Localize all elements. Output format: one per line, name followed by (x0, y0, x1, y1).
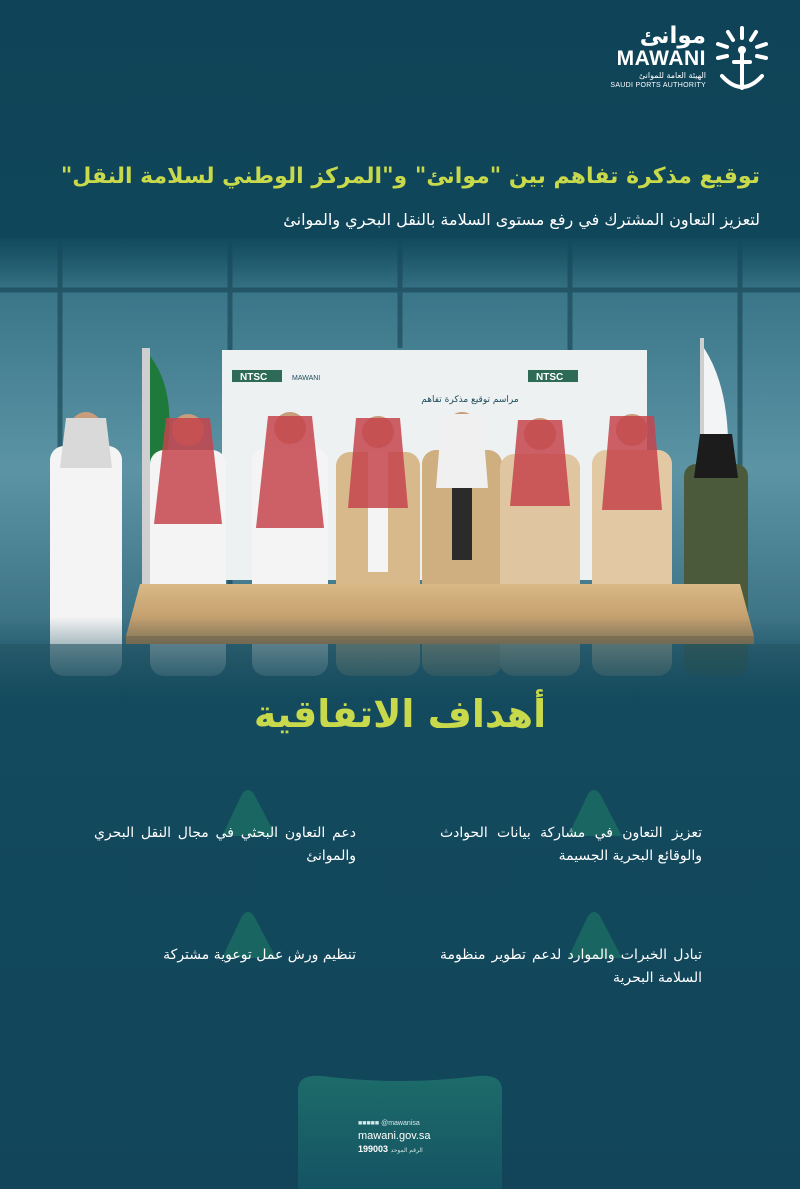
goal-text-3: تبادل الخبرات والموارد لدعم تطوير منظومة السلامة البحرية (440, 947, 702, 986)
goal-item-2 (94, 822, 356, 868)
goal-text-1: تعزيز التعاون في مشاركة بيانات الحوادث والوقائع البحرية الجسيمة (440, 825, 702, 864)
anchor-sun-icon (712, 22, 772, 96)
phone-label: الرقم الموحد (390, 1148, 423, 1154)
phone-number[interactable]: 199003 الرقم الموحد (358, 1144, 423, 1154)
website-link[interactable]: mawani.gov.sa (358, 1130, 431, 1142)
logo-name-en: MAWANI (616, 47, 706, 70)
social-handle[interactable]: ■■■■■ @mawanisa (358, 1120, 420, 1127)
footer-contact (292, 1072, 508, 1189)
logo-authority-en: SAUDI PORTS AUTHORITY (610, 82, 706, 89)
headline: توقيع مذكرة تفاهم بين "موانئ" و"المركز الوطني لسلامة النقل" (60, 164, 760, 189)
goal-item-1 (440, 822, 702, 868)
goal-text-2: دعم التعاون البحثي في مجال النقل البحري والموانئ (94, 825, 356, 864)
goal-text-4: تنظيم ورش عمل توعوية مشتركة (163, 947, 356, 963)
logo-authority-ar: الهيئة العامة للموانئ (638, 71, 706, 80)
goal-item-3 (440, 944, 702, 990)
goals-title: أهداف الاتفاقية (253, 692, 547, 736)
mawani-logo (602, 22, 772, 102)
subheadline: لتعزيز التعاون المشترك في رفع مستوى السلامة بالنقل البحري والموانئ (283, 210, 760, 229)
goal-item-4 (94, 944, 356, 967)
social-icons: ■■■■■ (358, 1120, 382, 1127)
ceremony-photo (0, 238, 800, 700)
logo-name-ar: موانئ (639, 23, 706, 49)
